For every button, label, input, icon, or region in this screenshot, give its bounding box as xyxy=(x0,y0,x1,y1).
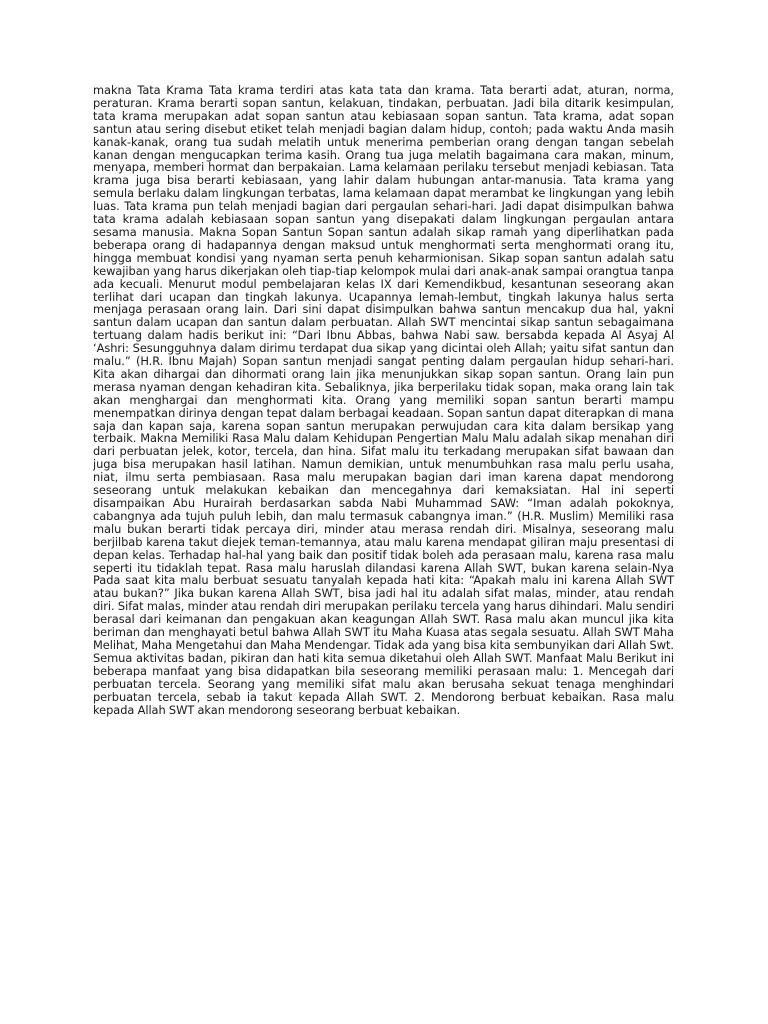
document-body-text: makna Tata Krama Tata krama terdiri atas kata tata dan krama. Tata berarti adat, aturan, norma, peraturan. Krama berarti sopan santun, kelakuan, tindakan, perbuatan. Jadi bila ditarik kesimpulan, tata krama merupakan adat sopan santun atau kebiasaan sopan santun. Tata krama, adat sopan santun atau sering disebut etiket telah menjadi bagian dalam hidup, contoh; pada waktu Anda masih kanak-kanak, orang tua sudah melatih untuk menerima pemberian orang dengan tangan sebelah kanan dengan mengucapkan terima kasih. Orang tua juga melatih bagaimana cara makan, minum, menyapa, memberi hormat dan berpakaian. Lama kelamaan perilaku tersebut menjadi kebiasan. Tata krama juga bisa berarti kebiasaan, yang lahir dalam hubungan antar-manusia. Tata krama yang semula berlaku dalam lingkungan terbatas, lama kelamaan dapat merambat ke lingkungan yang lebih luas. Tata krama pun telah menjadi bagian dari pergaulan sehari-hari. Jadi dapat disimpulkan bahwa tata krama adalah kebiasaan sopan santun yang disepakati dalam lingkungan pergaulan antara sesama manusia. Makna Sopan Santun Sopan santun adalah sikap ramah yang diperlihatkan pada beberapa orang di hadapannya dengan maksud untuk menghormati serta menghormati orang itu, hingga membuat kondisi yang nyaman serta penuh keharmionisan. Sikap sopan santun adalah satu kewajiban yang harus dikerjakan oleh tiap-tiap kelompok mulai dari anak-anak sampai orangtua tanpa ada kecuali. Menurut modul pembelajaran kelas IX dari Kemendikbud, kesantunan seseorang akan terlihat dari ucapan dan tingkah lakunya. Ucapannya lemah-lembut, tingkah lakunya halus serta menjaga perasaan orang lain. Dari sini dapat disimpulkan bahwa santun mencakup dua hal, yakni santun dalam ucapan dan santun dalam perbuatan. Allah SWT mencintai sikap santun sebagaimana tertuang dalam hadis berikut ini: “Dari Ibnu Abbas, bahwa Nabi saw. bersabda kepada Al Asyaj Al ‘Ashri: Sesungguhnya dalam dirimu terdapat dua sikap yang dicintai oleh Allah; yaitu sifat santun dan malu.” (H.R. Ibnu Majah) Sopan santun menjadi sangat penting dalam pergaulan hidup sehari-hari. Kita akan dihargai dan dihormati orang lain jika menunjukkan sikap sopan santun. Orang lain pun merasa nyaman dengan kehadiran kita. Sebaliknya, jika berperilaku tidak sopan, maka orang lain tak akan menghargai dan menghormati kita. Orang yang memiliki sopan santun berarti mampu menempatkan dirinya dengan tepat dalam berbagai keadaan. Sopan santun dapat diterapkan di mana saja dan kapan saja, karena sopan santun merupakan perwujudan cara kita dalam bersikap yang terbaik. Makna Memiliki Rasa Malu dalam Kehidupan Pengertian Malu Malu adalah sikap menahan diri dari perbuatan jelek, kotor, tercela, dan hina. Sifat malu itu terkadang merupakan sifat bawaan dan juga bisa merupakan hasil latihan. Namun demikian, untuk menumbuhkan rasa malu perlu usaha, niat, ilmu serta pembiasaan. Rasa malu merupakan bagian dari iman karena dapat mendorong seseorang untuk melakukan kebaikan dan mencegahnya dari kemaksiatan. Hal ini seperti disampaikan Abu Hurairah berdasarkan sabda Nabi Muhammad SAW: “Iman adalah pokoknya, cabangnya ada tujuh puluh lebih, dan malu termasuk cabangnya iman.” (H.R. Muslim) Memiliki rasa malu bukan berarti tidak percaya diri, minder atau merasa rendah diri. Misalnya, seseorang malu berjilbab karena takut diejek teman-temannya, atau malu karena mendapat giliran maju presentasi di depan kelas. Terhadap hal-hal yang baik dan positif tidak boleh ada perasaan malu, karena rasa malu seperti itu tidaklah tepat. Rasa malu haruslah dilandasi karena Allah SWT, bukan karena selain-Nya Pada saat kita malu berbuat sesuatu tanyalah kepada hati kita: “Apakah malu ini karena Allah SWT atau bukan?” Jika bukan karena Allah SWT, bisa jadi hal itu adalah sifat malas, minder, atau rendah diri. Sifat malas, minder atau rendah diri merupakan perilaku tercela yang harus dihindari. Malu sendiri berasal dari keimanan dan pengakuan akan keagungan Allah SWT. Rasa malu akan muncul jika kita beriman dan menghayati betul bahwa Allah SWT itu Maha Kuasa atas segala sesuatu. Allah SWT Maha Melihat, Maha Mengetahui dan Maha Mendengar. Tidak ada yang bisa kita sembunyikan dari Allah Swt. Semua aktivitas badan, pikiran dan hati kita semua diketahui oleh Allah SWT. Manfaat Malu Berikut ini beberapa manfaat yang bisa didapatkan bila seseorang memiliki perasaan malu: 1. Mencegah dari perbuatan tercela. Seorang yang memiliki sifat malu akan berusaha sekuat tenaga menghindari perbuatan tercela, sebab ia takut kepada Allah SWT. 2. Mendorong berbuat kebaikan. Rasa malu kepada Allah SWT akan mendorong seseorang berbuat kebaikan. xyxy=(93,83,674,717)
